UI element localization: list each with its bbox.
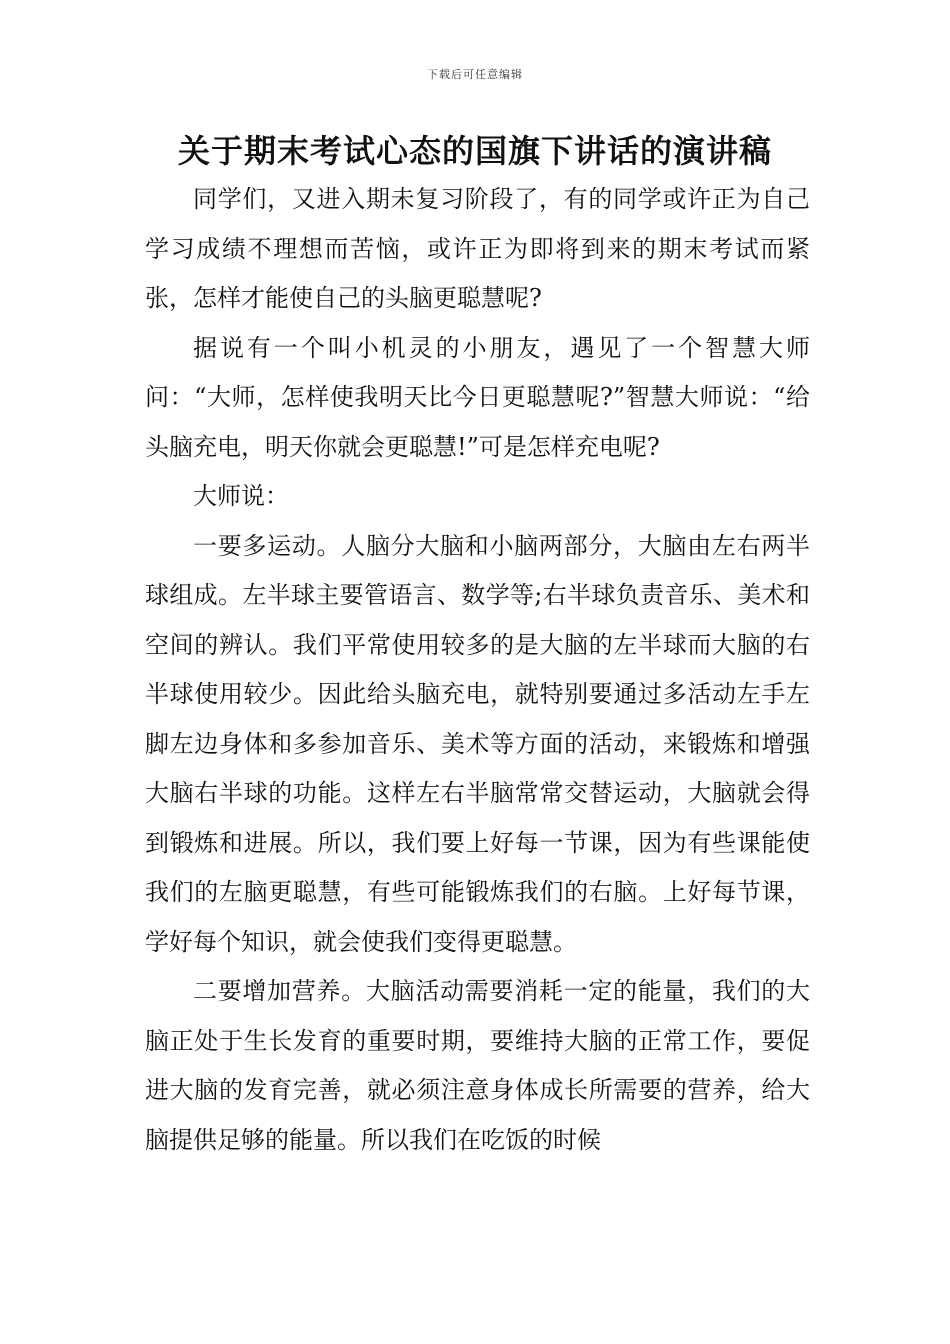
paragraph: 同学们，又进入期未复习阶段了，有的同学或许正为自己学习成绩不理想而苦恼，或许正为即将到来的期末考试而紧张，怎样才能使自己的头脑更聪慧呢? <box>145 185 810 312</box>
document-body <box>145 175 810 1165</box>
paragraph: 二要增加营养。大脑活动需要消耗一定的能量，我们的大脑正处于生长发育的重要时期，要维持大脑的正常工作，要促进大脑的发育完善，就必须注意身体成长所需要的营养，给大脑提供足够的能量。所以我们在吃饭的时候 <box>145 977 810 1154</box>
paragraph: 据说有一个叫小机灵的小朋友，遇见了一个智慧大师问：“大师，怎样使我明天比今日更聪慧呢?”智慧大师说：“给头脑充电，明天你就会更聪慧!”可是怎样充电呢? <box>145 333 810 461</box>
document-title: 关于期末考试心态的国旗下讲话的演讲稿 <box>177 132 772 170</box>
paragraph: 一要多运动。人脑分大脑和小脑两部分，大脑由左右两半球组成。左半球主要管语言、数学等;右半球负责音乐、美术和空间的辨认。我们平常使用较多的是大脑的左半球而大脑的右半球使用较少。因此给头脑充电，就特别要通过多活动左手左脚左边身体和多参加音乐、美术等方面的活动，来锻炼和增强大脑右半球的功能。这样左右半脑常常交替运动，大脑就会得到锻炼和进展。所以，我们要上好每一节课，因为有些课能使我们的左脑更聪慧，有些可能锻炼我们的右脑。上好每节课，学好每个知识，就会使我们变得更聪慧。 <box>145 531 810 956</box>
header-note: 下载后可任意编辑 <box>427 68 523 81</box>
paragraph: 大师说： <box>193 482 289 510</box>
